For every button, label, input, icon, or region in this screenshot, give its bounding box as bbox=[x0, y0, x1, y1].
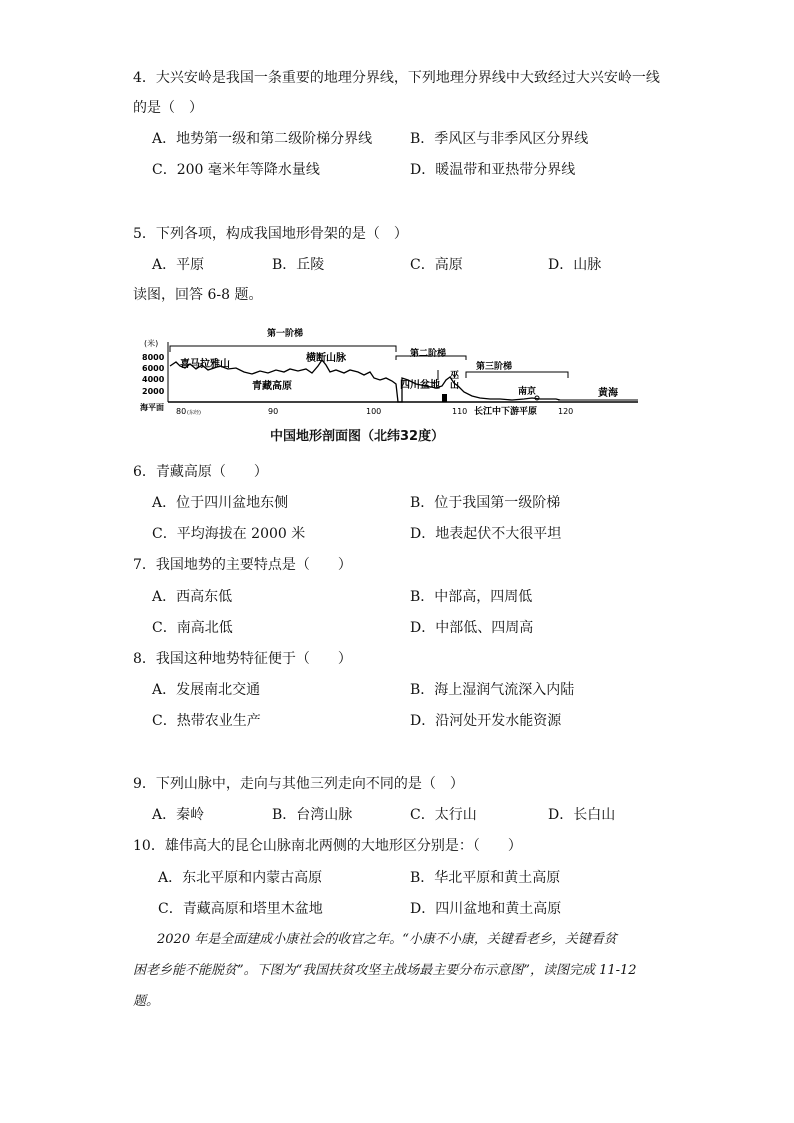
q6-stem: 6．青藏高原（ ） bbox=[133, 464, 268, 480]
x-tick-120: 120 bbox=[558, 407, 574, 416]
q8-option-b: B．海上湿润气流深入内陆 bbox=[410, 682, 575, 698]
q6-option-a: A．位于四川盆地东侧 bbox=[152, 495, 289, 511]
passage-line3: 题。 bbox=[133, 994, 160, 1009]
q10-option-d: D．四川盆地和黄土高原 bbox=[410, 901, 562, 917]
q10-stem: 10．雄伟高大的昆仑山脉南北两侧的大地形区分别是：（ ） bbox=[133, 838, 522, 854]
passage-line1: 2020 年是全面建成小康社会的收官之年。“小康不小康，关键看老乡，关键看贫 bbox=[157, 932, 617, 947]
q4-option-b: B．季风区与非季风区分界线 bbox=[410, 131, 589, 147]
q7-option-a: A．西高东低 bbox=[152, 589, 233, 605]
nanjing-label: 南京 bbox=[518, 387, 537, 397]
figure-caption: 中国地形剖面图（北纬32度） bbox=[270, 429, 445, 444]
x-tick-110: 110 bbox=[452, 407, 468, 416]
x-tick-80: 80 bbox=[176, 407, 187, 416]
q8-stem: 8．我国这种地势特征便于（ ） bbox=[133, 651, 352, 667]
himalaya-label: 喜马拉雅山 bbox=[180, 359, 230, 370]
y-tick-4000: 4000 bbox=[142, 375, 165, 384]
q6-option-d: D．地表起伏不大很平坦 bbox=[410, 526, 562, 542]
unit-label: (米) bbox=[144, 339, 159, 348]
wu-shan-marker bbox=[442, 394, 447, 402]
q9-option-c: C．太行山 bbox=[410, 807, 477, 823]
q5-stem: 5．下列各项，构成我国地形骨架的是（ ） bbox=[133, 226, 408, 242]
step3-label: 第三阶梯 bbox=[476, 362, 513, 372]
q9-stem: 9．下列山脉中，走向与其他三列走向不同的是（ ） bbox=[133, 776, 464, 792]
y-tick-8000: 8000 bbox=[142, 353, 165, 362]
q4-option-c: C．200 毫米年等降水量线 bbox=[152, 162, 320, 178]
hengduan-label: 横断山脉 bbox=[306, 353, 346, 364]
q4-stem-line1: 4．大兴安岭是我国一条重要的地理分界线，下列地理分界线中大致经过大兴安岭一线 bbox=[133, 70, 660, 86]
shan-label: 山 bbox=[450, 381, 460, 391]
q10-option-b: B．华北平原和黄土高原 bbox=[410, 870, 561, 886]
intro-6-8: 读图，回答 6-8 题。 bbox=[133, 287, 263, 303]
q8-option-d: D．沿河处开发水能资源 bbox=[410, 713, 562, 729]
q9-option-a: A．秦岭 bbox=[152, 807, 205, 823]
q7-stem: 7．我国地势的主要特点是（ ） bbox=[133, 557, 352, 573]
q10-option-a: A．东北平原和内蒙古高原 bbox=[158, 870, 323, 886]
x-tick-90: 90 bbox=[268, 407, 279, 416]
q4-option-d: D．暖温带和亚热带分界线 bbox=[410, 162, 576, 178]
yangtze-plain-label: 长江中下游平原 bbox=[474, 407, 538, 417]
q9-option-b: B．台湾山脉 bbox=[272, 807, 353, 823]
x-tick-100: 100 bbox=[366, 407, 382, 416]
q5-option-a: A．平原 bbox=[152, 257, 205, 273]
y-tick-6000: 6000 bbox=[142, 364, 165, 373]
q8-option-a: A．发展南北交通 bbox=[152, 682, 261, 698]
qingzang-label: 青藏高原 bbox=[252, 381, 292, 392]
q7-option-d: D．中部低、四周高 bbox=[410, 620, 534, 636]
yellow-sea-label: 黄海 bbox=[598, 388, 618, 399]
q5-option-d: D．山脉 bbox=[548, 257, 602, 273]
step2-label: 第二阶梯 bbox=[410, 349, 447, 359]
q5-option-c: C．高原 bbox=[410, 257, 463, 273]
q8-option-c: C．热带农业生产 bbox=[152, 713, 261, 729]
q4-stem-line2: 的是（ ） bbox=[133, 100, 203, 116]
q4-option-a: A．地势第一级和第二级阶梯分界线 bbox=[152, 131, 373, 147]
sichuan-label: 四川盆地 bbox=[400, 380, 440, 391]
wu-label: 巫 bbox=[450, 371, 460, 381]
q10-option-c: C．青藏高原和塔里木盆地 bbox=[158, 901, 323, 917]
y-tick-2000: 2000 bbox=[142, 387, 165, 396]
q6-option-c: C．平均海拔在 2000 米 bbox=[152, 526, 306, 542]
step1-label: 第一阶梯 bbox=[267, 329, 304, 339]
q5-option-b: B．丘陵 bbox=[272, 257, 325, 273]
x-tick-east-longitude: (东经) bbox=[187, 410, 201, 416]
passage-line2: 困老乡能不能脱贫”。下图为“我国扶贫攻坚主战场最主要分布示意图”，读图完成 11-12 bbox=[133, 963, 637, 978]
q7-option-b: B．中部高，四周低 bbox=[410, 589, 533, 605]
sea-level-label: 海平面 bbox=[140, 403, 164, 412]
q6-option-b: B．位于我国第一级阶梯 bbox=[410, 495, 561, 511]
q7-option-c: C．南高北低 bbox=[152, 620, 233, 636]
q9-option-d: D．长白山 bbox=[548, 807, 616, 823]
